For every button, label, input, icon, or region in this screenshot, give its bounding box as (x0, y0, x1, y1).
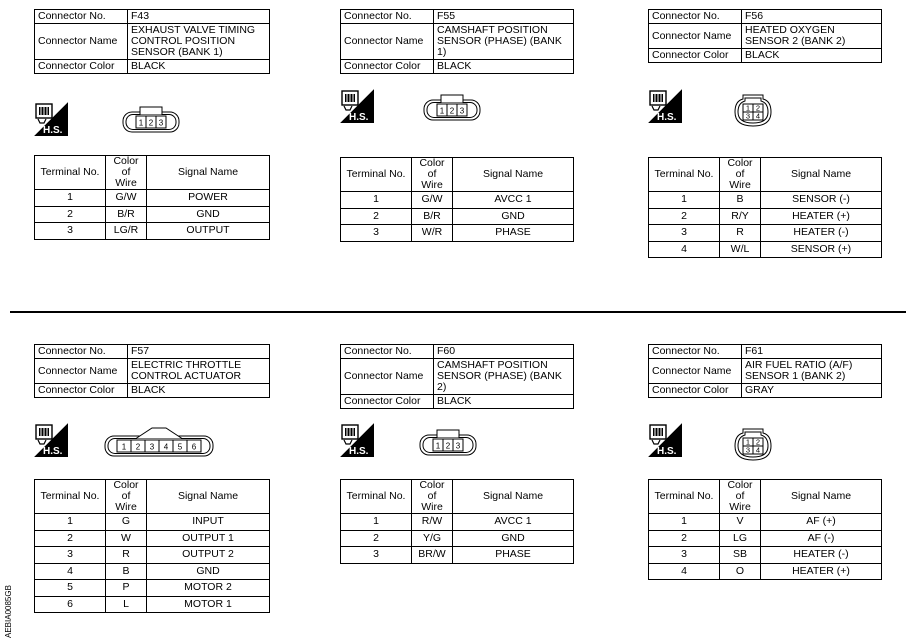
connector-name-line: SENSOR 1 (BANK 2) (745, 370, 846, 382)
harness-side-icon (648, 423, 682, 457)
terminal-no-header: Terminal No. (341, 480, 412, 514)
wire-color-cell: BR/W (412, 547, 453, 564)
connector-info-table (34, 9, 270, 74)
signal-name-cell: AF (+) (761, 514, 882, 531)
signal-name-cell: MOTOR 1 (147, 596, 270, 613)
signal-name-cell: GND (147, 206, 270, 223)
hs-label: H.S. (43, 446, 63, 457)
terminal-table (34, 155, 270, 240)
wire-color-header (106, 156, 147, 190)
wire-color-cell: G/W (106, 190, 147, 207)
wire-color-cell: B (720, 192, 761, 209)
signal-name-cell: HEATER (+) (761, 563, 882, 580)
connector-face-icon (122, 104, 180, 134)
terminal-table (34, 479, 270, 613)
connector-info-table (340, 344, 574, 409)
signal-name-cell: GND (453, 530, 574, 547)
connector-face-icon (423, 92, 481, 122)
wire-color-cell: W/L (720, 241, 761, 258)
svg-text:2: 2 (449, 106, 455, 116)
connector-no-label: Connector No. (649, 345, 742, 359)
terminal-table (648, 157, 882, 258)
signal-name-cell: HEATER (+) (761, 208, 882, 225)
harness-side-icon (648, 89, 682, 123)
terminal-no-header: Terminal No. (649, 480, 720, 514)
connector-no-value: F61 (742, 345, 882, 359)
terminal-table-f56 (648, 157, 882, 258)
connector-info-f43 (34, 9, 270, 74)
connector-name-line: AIR FUEL RATIO (A/F) (745, 359, 853, 371)
terminal-table-f60 (340, 479, 574, 564)
wire-color-header-line: Color of (727, 479, 753, 502)
terminal-table (648, 479, 882, 580)
connector-name-label: Connector Name (341, 24, 434, 60)
wire-color-header-line: Wire (115, 501, 137, 513)
connector-color-value: BLACK (128, 60, 270, 74)
harness-side-icon (34, 423, 68, 457)
wire-color-cell: B (106, 563, 147, 580)
wire-color-cell: W (106, 530, 147, 547)
svg-text:1: 1 (121, 442, 127, 452)
terminal-no-header: Terminal No. (341, 158, 412, 192)
connector-no-value: F56 (742, 10, 882, 24)
wire-color-cell: LG (720, 530, 761, 547)
connector-name-label: Connector Name (35, 359, 128, 384)
connector-name-line: CONTROL ACTUATOR (131, 370, 242, 382)
svg-text:1: 1 (138, 118, 144, 128)
signal-name-cell: AVCC 1 (453, 514, 574, 531)
signal-name-cell: SENSOR (-) (761, 192, 882, 209)
signal-name-cell: OUTPUT 2 (147, 547, 270, 564)
wire-color-cell: W/R (412, 225, 453, 242)
wire-color-cell: O (720, 563, 761, 580)
table-row (35, 547, 270, 564)
terminal-no-cell: 2 (341, 530, 412, 547)
signal-name-cell: MOTOR 2 (147, 580, 270, 597)
table-row (341, 514, 574, 531)
terminal-no-cell: 4 (649, 563, 720, 580)
wire-color-header-line: Wire (421, 501, 443, 513)
wire-color-cell: L (106, 596, 147, 613)
terminal-no-cell: 2 (649, 208, 720, 225)
wire-color-cell: SB (720, 547, 761, 564)
wire-color-cell: G (106, 514, 147, 531)
svg-text:2: 2 (755, 103, 761, 113)
table-row (341, 225, 574, 242)
connector-face-icon (419, 427, 477, 457)
table-row (341, 530, 574, 547)
wire-color-header-line: Color of (419, 157, 445, 180)
terminal-no-cell: 2 (341, 208, 412, 225)
figure-code (2, 582, 14, 638)
connector-name-line: SENSOR 2 (BANK 2) (745, 35, 846, 47)
svg-text:3: 3 (459, 106, 465, 116)
signal-name-cell: HEATER (-) (761, 547, 882, 564)
terminal-no-cell: 1 (35, 514, 106, 531)
connector-no-value: F55 (434, 10, 574, 24)
svg-text:3: 3 (149, 442, 155, 452)
terminal-no-cell: 5 (35, 580, 106, 597)
svg-text:4: 4 (755, 445, 761, 455)
connector-name-line: EXHAUST VALVE TIMING (131, 24, 256, 36)
connector-name-value (434, 359, 574, 395)
svg-text:1: 1 (745, 103, 751, 113)
wire-color-header (106, 480, 147, 514)
terminal-no-cell: 1 (341, 514, 412, 531)
table-row (649, 192, 882, 209)
wire-color-header-line: Wire (421, 179, 443, 191)
wire-color-header (720, 158, 761, 192)
connector-face-icon (733, 426, 773, 462)
svg-text:1: 1 (435, 441, 441, 451)
connector-name-line: HEATED OXYGEN (745, 24, 835, 36)
connector-name-line: CAMSHAFT POSITION (437, 359, 548, 371)
wire-color-header-line: Wire (729, 501, 751, 513)
table-row (341, 208, 574, 225)
connector-name-label: Connector Name (341, 359, 434, 395)
signal-name-cell: INPUT (147, 514, 270, 531)
wire-color-cell: P (106, 580, 147, 597)
terminal-no-cell: 6 (35, 596, 106, 613)
wire-color-cell: LG/R (106, 223, 147, 240)
table-row (649, 208, 882, 225)
terminal-no-cell: 2 (35, 530, 106, 547)
connector-name-value (128, 24, 270, 60)
table-row (649, 547, 882, 564)
terminal-no-header: Terminal No. (35, 156, 106, 190)
connector-name-label: Connector Name (35, 24, 128, 60)
connector-face-icon (104, 426, 214, 458)
signal-name-cell: POWER (147, 190, 270, 207)
table-row (35, 580, 270, 597)
table-row (649, 530, 882, 547)
wire-color-header-line: Wire (115, 177, 137, 189)
connector-info-table (648, 344, 882, 398)
terminal-no-cell: 3 (35, 547, 106, 564)
terminal-table (340, 157, 574, 242)
signal-name-header: Signal Name (147, 480, 270, 514)
svg-text:1: 1 (745, 437, 751, 447)
connector-info-f60 (340, 344, 574, 409)
connector-info-f57 (34, 344, 270, 398)
signal-name-cell: HEATER (-) (761, 225, 882, 242)
table-row (649, 225, 882, 242)
table-row (35, 596, 270, 613)
connector-name-value (742, 359, 882, 384)
wire-color-cell: V (720, 514, 761, 531)
connector-color-label: Connector Color (649, 49, 742, 63)
wire-color-header-line: Wire (729, 179, 751, 191)
table-row (35, 563, 270, 580)
connector-color-value: BLACK (128, 384, 270, 398)
terminal-no-header: Terminal No. (649, 158, 720, 192)
terminal-no-cell: 1 (341, 192, 412, 209)
terminal-no-cell: 2 (35, 206, 106, 223)
svg-text:1: 1 (439, 106, 445, 116)
connector-no-label: Connector No. (649, 10, 742, 24)
connector-info-table (648, 9, 882, 63)
connector-color-label: Connector Color (649, 384, 742, 398)
wire-color-header-line: Color of (419, 479, 445, 502)
terminal-table-f43 (34, 155, 270, 240)
connector-info-f56 (648, 9, 882, 63)
connector-name-line: SENSOR (BANK 1) (131, 46, 223, 58)
connector-info-table (34, 344, 270, 398)
terminal-no-cell: 4 (35, 563, 106, 580)
terminal-table-f57 (34, 479, 270, 613)
terminal-table-f61 (648, 479, 882, 580)
signal-name-header: Signal Name (453, 480, 574, 514)
signal-name-header: Signal Name (147, 156, 270, 190)
table-row (35, 223, 270, 240)
wire-color-cell: B/R (412, 208, 453, 225)
connector-color-value: GRAY (742, 384, 882, 398)
connector-color-value: BLACK (742, 49, 882, 63)
connector-name-label: Connector Name (649, 24, 742, 49)
connector-name-label: Connector Name (649, 359, 742, 384)
harness-side-icon (340, 89, 374, 123)
svg-text:3: 3 (745, 111, 751, 121)
connector-no-value: F60 (434, 345, 574, 359)
wire-color-cell: B/R (106, 206, 147, 223)
connector-no-label: Connector No. (341, 345, 434, 359)
terminal-no-cell: 3 (649, 225, 720, 242)
signal-name-cell: PHASE (453, 225, 574, 242)
wire-color-header (412, 480, 453, 514)
terminal-table (340, 479, 574, 564)
terminal-no-cell: 3 (341, 547, 412, 564)
terminal-no-cell: 1 (649, 192, 720, 209)
table-row (649, 241, 882, 258)
terminal-no-header: Terminal No. (35, 480, 106, 514)
table-row (341, 547, 574, 564)
signal-name-cell: GND (147, 563, 270, 580)
table-row (35, 190, 270, 207)
hs-label: H.S. (349, 446, 369, 457)
connector-no-label: Connector No. (35, 10, 128, 24)
terminal-no-cell: 1 (35, 190, 106, 207)
connector-name-line: CAMSHAFT POSITION (437, 24, 548, 36)
wire-color-cell: R (720, 225, 761, 242)
connector-color-label: Connector Color (341, 60, 434, 74)
svg-text:5: 5 (177, 442, 183, 452)
terminal-no-cell: 3 (35, 223, 106, 240)
table-row (649, 563, 882, 580)
signal-name-cell: PHASE (453, 547, 574, 564)
svg-text:3: 3 (158, 118, 164, 128)
signal-name-header: Signal Name (761, 158, 882, 192)
wire-color-header-line: Color of (113, 479, 139, 502)
hs-label: H.S. (657, 446, 677, 457)
signal-name-header: Signal Name (453, 158, 574, 192)
connector-name-line: SENSOR (PHASE) (BANK 2) (437, 370, 562, 393)
table-row (35, 530, 270, 547)
wire-color-cell: R (106, 547, 147, 564)
terminal-no-cell: 2 (649, 530, 720, 547)
connector-color-label: Connector Color (35, 60, 128, 74)
connector-color-label: Connector Color (341, 395, 434, 409)
wire-color-cell: G/W (412, 192, 453, 209)
svg-text:2: 2 (445, 441, 451, 451)
table-row (35, 206, 270, 223)
wire-color-cell: Y/G (412, 530, 453, 547)
signal-name-cell: AF (-) (761, 530, 882, 547)
connector-color-value: BLACK (434, 60, 574, 74)
wire-color-cell: R/W (412, 514, 453, 531)
connector-no-value: F57 (128, 345, 270, 359)
connector-no-value: F43 (128, 10, 270, 24)
table-row (649, 514, 882, 531)
connector-name-value (128, 359, 270, 384)
wire-color-cell: R/Y (720, 208, 761, 225)
svg-text:2: 2 (135, 442, 141, 452)
table-row (341, 192, 574, 209)
wire-color-header-line: Color of (113, 155, 139, 178)
terminal-no-cell: 3 (649, 547, 720, 564)
signal-name-cell: GND (453, 208, 574, 225)
connector-name-line: CONTROL POSITION (131, 35, 236, 47)
connector-info-table (340, 9, 574, 74)
connector-name-line: ELECTRIC THROTTLE (131, 359, 242, 371)
svg-text:6: 6 (191, 442, 197, 452)
connector-color-label: Connector Color (35, 384, 128, 398)
connector-face-icon (733, 92, 773, 128)
signal-name-header: Signal Name (761, 480, 882, 514)
svg-text:3: 3 (455, 441, 461, 451)
wire-color-header (720, 480, 761, 514)
signal-name-cell: SENSOR (+) (761, 241, 882, 258)
terminal-no-cell: 1 (649, 514, 720, 531)
section-divider (10, 311, 906, 313)
harness-side-icon (340, 423, 374, 457)
terminal-no-cell: 4 (649, 241, 720, 258)
signal-name-cell: AVCC 1 (453, 192, 574, 209)
connector-color-value: BLACK (434, 395, 574, 409)
harness-side-icon (34, 102, 68, 136)
svg-text:4: 4 (755, 111, 761, 121)
svg-text:2: 2 (755, 437, 761, 447)
terminal-no-cell: 3 (341, 225, 412, 242)
svg-text:4: 4 (163, 442, 169, 452)
hs-label: H.S. (43, 125, 63, 136)
svg-text:2: 2 (148, 118, 154, 128)
terminal-table-f55 (340, 157, 574, 242)
signal-name-cell: OUTPUT (147, 223, 270, 240)
connector-name-value (434, 24, 574, 60)
svg-text:3: 3 (745, 445, 751, 455)
connector-no-label: Connector No. (341, 10, 434, 24)
wire-color-header-line: Color of (727, 157, 753, 180)
wire-color-header (412, 158, 453, 192)
connector-info-f55 (340, 9, 574, 74)
svg-text:AEBIA0085GB: AEBIA0085GB (4, 585, 13, 638)
connector-name-value (742, 24, 882, 49)
table-row (35, 514, 270, 531)
signal-name-cell: OUTPUT 1 (147, 530, 270, 547)
hs-label: H.S. (349, 112, 369, 123)
connector-name-line: SENSOR (PHASE) (BANK 1) (437, 35, 562, 58)
connector-no-label: Connector No. (35, 345, 128, 359)
hs-label: H.S. (657, 112, 677, 123)
connector-info-f61 (648, 344, 882, 398)
